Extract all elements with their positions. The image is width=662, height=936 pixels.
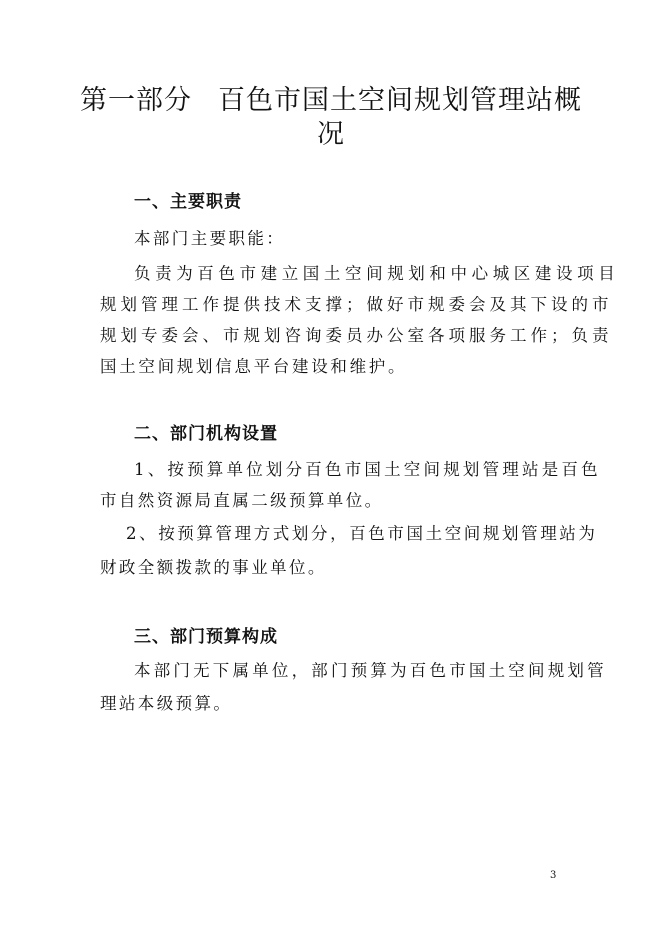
title-part: 第一部分 [80, 85, 192, 116]
section-heading-structure: 二、部门机构设置 [134, 424, 278, 444]
section-heading-duties: 一、主要职责 [134, 192, 242, 212]
paragraph-line: 市自然资源局直属二级预算单位。 [100, 491, 384, 510]
paragraph-line: 财政全额拨款的事业单位。 [100, 558, 327, 577]
paragraph-line: 1、按预算单位划分百色市国土空间规划管理站是百色 [134, 460, 601, 479]
paragraph-line: 规划管理工作提供技术支撑；做好市规委会及其下设的市 [100, 295, 613, 314]
paragraph-line: 本部门无下属单位，部门预算为百色市国土空间规划管 [134, 661, 607, 680]
paragraph-line: 本部门主要职能： [134, 229, 286, 248]
page-title-line-2: 况 [317, 119, 345, 150]
page-number: 3 [550, 870, 557, 881]
paragraph-line: 国土空间规划信息平台建设和维护。 [100, 357, 408, 376]
page-title-line-1 [60, 84, 602, 118]
paragraph-line: 负责为百色市建立国土空间规划和中心城区建设项目 [134, 264, 620, 283]
section-heading-budget: 三、部门预算构成 [134, 627, 278, 647]
paragraph-line: 规划专委会、市规划咨询委员办公室各项服务工作；负责 [100, 326, 613, 345]
paragraph-line: 2、按预算管理方式划分，百色市国土空间规划管理站为 [126, 524, 598, 543]
title-name: 百色市国土空间规划管理站概 [218, 85, 582, 116]
paragraph-line: 理站本级预算。 [100, 694, 233, 713]
